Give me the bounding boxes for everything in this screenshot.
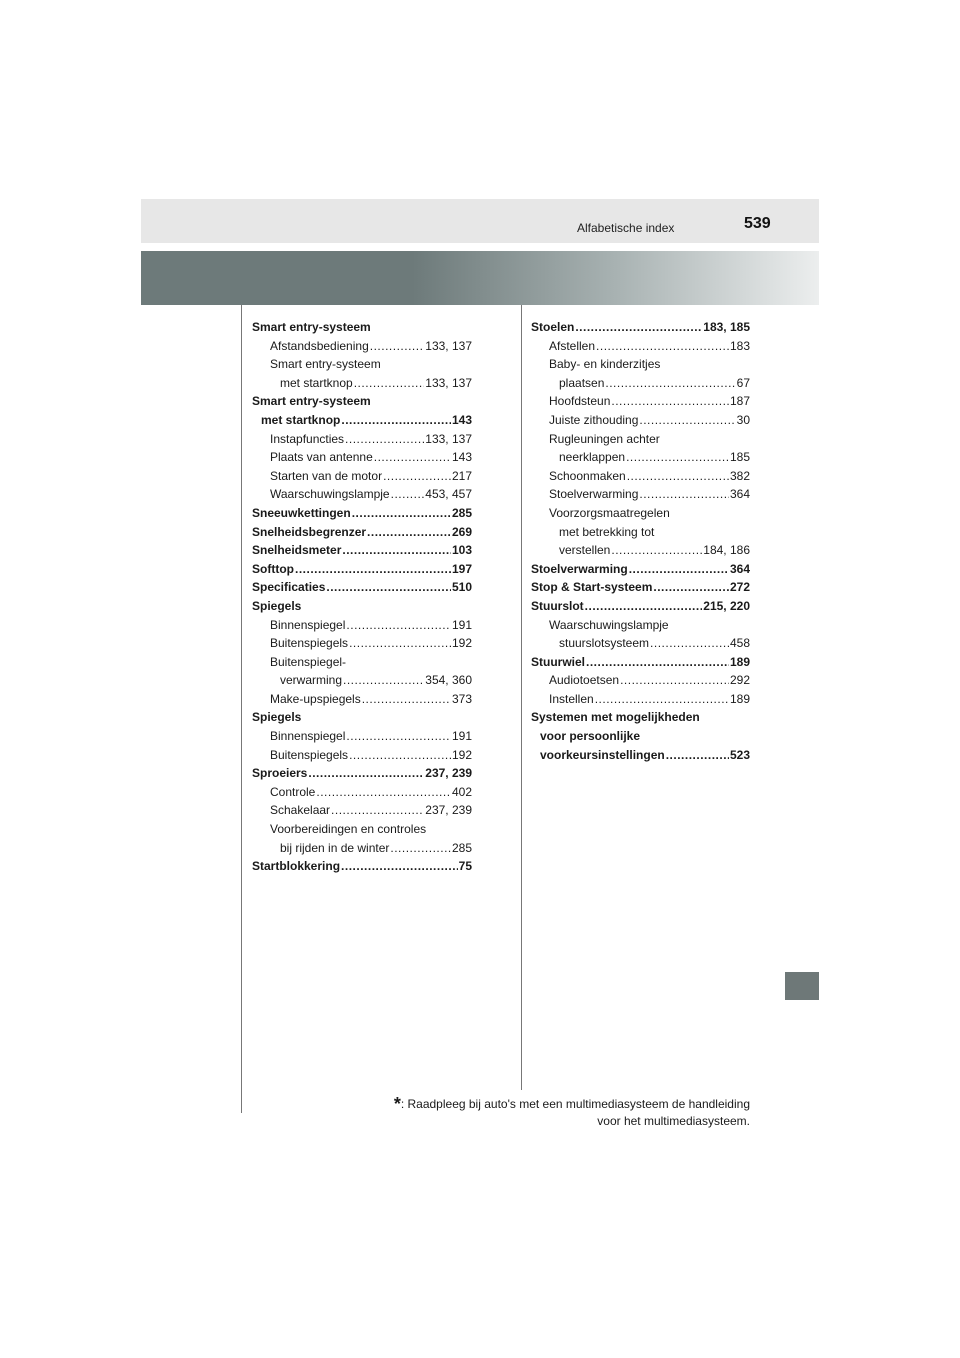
index-entry (252, 504, 472, 523)
index-entry (252, 783, 472, 802)
index-entry-text: Snelheidsmeter (252, 543, 342, 558)
index-entry-pages: 285 (451, 840, 472, 855)
index-entry (252, 597, 472, 616)
dot-leader (346, 727, 451, 746)
index-entry (252, 857, 472, 876)
index-entry-text: Juiste zithouding (549, 412, 639, 427)
dot-leader (383, 467, 451, 486)
dot-leader (639, 485, 729, 504)
index-entry-pages: 402 (451, 784, 472, 799)
index-entry-text: Specificaties (252, 580, 326, 595)
page-number: 539 (744, 215, 771, 232)
index-entry-pages: 189 (729, 691, 750, 706)
index-entry-text: Instellen (549, 691, 594, 706)
index-entry-pages: 354, 360 (425, 673, 472, 688)
column-divider (521, 305, 522, 1090)
index-entry-text: Voorzorgsmaatregelen (549, 505, 670, 520)
index-entry-text: Softtop (252, 561, 294, 576)
index-entry-text: Rugleuningen achter (549, 431, 660, 446)
dot-leader (367, 523, 451, 542)
index-entry (252, 448, 472, 467)
dot-leader (653, 578, 729, 597)
index-entry (531, 318, 750, 337)
index-entry (531, 578, 750, 597)
dot-leader (605, 374, 735, 393)
index-entry-text: met startknop (280, 375, 353, 390)
index-entry-text: Stoelverwarming (531, 561, 628, 576)
footnote-text-1: : Raadpleeg bij auto's met een multimediasysteem de handleiding (400, 1097, 750, 1111)
index-entry (252, 801, 472, 820)
index-entry (531, 411, 750, 430)
dot-leader (629, 560, 729, 579)
index-entry-text: Sproeiers (252, 766, 308, 781)
index-entry-text: Plaats van antenne (270, 450, 373, 465)
index-entry (252, 392, 472, 411)
index-entry-pages: 364 (729, 487, 750, 502)
index-entry-pages: 272 (729, 580, 750, 595)
dot-leader (370, 337, 425, 356)
index-entry-text: neerklappen (559, 450, 626, 465)
dot-leader (349, 746, 451, 765)
index-entry (531, 746, 750, 765)
dot-leader (611, 392, 729, 411)
index-entry (531, 541, 750, 560)
section-title: Alfabetische index (577, 221, 675, 235)
index-entry-text: Systemen met mogelijkheden (531, 710, 700, 725)
index-entry-text: Starten van de motor (270, 468, 383, 483)
dot-leader (342, 541, 451, 560)
index-entry-text: Afstandsbediening (270, 338, 369, 353)
chapter-banner (141, 251, 819, 305)
index-entry (252, 430, 472, 449)
index-entry-text: Sneeuwkettingen (252, 505, 351, 520)
index-entry (252, 485, 472, 504)
index-entry-text: Voorbereidingen en controles (270, 822, 427, 837)
dot-leader (639, 411, 735, 430)
index-entry-text: Controle (270, 784, 316, 799)
index-entry-text: plaatsen (559, 375, 605, 390)
index-entry (531, 634, 750, 653)
index-entry (252, 578, 472, 597)
index-entry-text: Afstellen (549, 338, 596, 353)
index-entry-text: Make-upspiegels (270, 691, 361, 706)
index-entry (531, 337, 750, 356)
index-entry (252, 523, 472, 542)
index-entry (252, 560, 472, 579)
index-entry-text: Binnenspiegel (270, 617, 346, 632)
index-entry (252, 671, 472, 690)
dot-leader (390, 839, 451, 858)
left-divider (241, 305, 242, 1113)
index-entry-text: Stuurslot (531, 598, 584, 613)
index-entry-text: Binnenspiegel (270, 729, 346, 744)
index-entry-text: met betrekking tot (559, 524, 655, 539)
header-band (141, 199, 819, 243)
index-entry (252, 820, 472, 839)
index-entry (252, 764, 472, 783)
index-entry-pages: 133, 137 (425, 375, 472, 390)
index-entry-pages: 191 (451, 729, 472, 744)
index-entry (531, 374, 750, 393)
index-entry-text: Spiegels (252, 710, 302, 725)
dot-leader (341, 411, 451, 430)
index-column-left (252, 318, 472, 876)
index-entry-text: Stop & Start-systeem (531, 580, 653, 595)
index-entry (531, 671, 750, 690)
index-entry-pages: 183, 185 (703, 320, 750, 334)
index-entry-text: Buitenspiegel- (270, 654, 347, 669)
index-entry-text: met startknop (261, 412, 341, 427)
dot-leader (620, 671, 729, 690)
footnote (330, 1096, 750, 1130)
index-entry-text: Stuurwiel (531, 654, 586, 669)
index-entry (531, 467, 750, 486)
index-entry-text: Baby- en kinderzitjes (549, 357, 661, 372)
index-entry-pages: 237, 239 (425, 766, 472, 781)
index-entry-pages: 185 (729, 450, 750, 465)
index-entry (252, 318, 472, 337)
index-entry (531, 690, 750, 709)
index-entry (252, 374, 472, 393)
index-entry-pages: 184, 186 (703, 543, 750, 558)
dot-leader (343, 671, 424, 690)
dot-leader (626, 448, 729, 467)
index-entry-pages: 183 (729, 338, 750, 353)
index-entry (252, 708, 472, 727)
index-entry-text: voorkeursinstellingen (540, 747, 665, 762)
index-entry-pages: 364 (729, 561, 750, 576)
index-entry-pages: 143 (451, 412, 472, 427)
index-entry-pages: 215, 220 (703, 598, 750, 613)
index-entry-pages: 30 (736, 412, 750, 427)
index-entry (531, 448, 750, 467)
index-entry (252, 411, 472, 430)
footnote-marker: * (393, 1094, 401, 1114)
index-entry (252, 541, 472, 560)
index-column-right (531, 318, 750, 764)
index-entry-text: bij rijden in de winter (280, 840, 390, 855)
index-entry-pages: 292 (729, 673, 750, 688)
index-entry (531, 355, 750, 374)
index-entry (531, 430, 750, 449)
index-entry-pages: 285 (451, 505, 472, 520)
index-entry (531, 523, 750, 542)
index-entry-text: Smart entry-systeem (252, 394, 371, 409)
index-entry-text: Waarschuwingslampje (549, 617, 669, 632)
index-entry-pages: 67 (736, 375, 750, 390)
index-entry-text: Stoelverwarming (549, 487, 639, 502)
index-entry (252, 653, 472, 672)
index-entry-text: Startblokkering (252, 859, 341, 874)
index-entry-text: verstellen (559, 543, 611, 558)
dot-leader (326, 578, 451, 597)
index-entry-pages: 75 (458, 859, 472, 874)
index-entry (531, 560, 750, 579)
footnote-line-1 (330, 1096, 750, 1113)
index-entry-pages: 458 (729, 636, 750, 651)
index-entry (531, 653, 750, 672)
index-entry-pages: 133, 137 (425, 431, 472, 446)
index-entry (252, 467, 472, 486)
chapter-tab (785, 972, 819, 1000)
dot-leader (391, 485, 425, 504)
dot-leader (595, 690, 729, 709)
index-entry-pages: 510 (451, 580, 472, 595)
dot-leader (345, 430, 424, 449)
index-entry-pages: 269 (451, 524, 472, 539)
index-entry (252, 355, 472, 374)
index-entry (531, 616, 750, 635)
index-entry-pages: 191 (451, 617, 472, 632)
index-entry (252, 746, 472, 765)
index-entry-pages: 133, 137 (425, 338, 472, 353)
index-entry-pages: 373 (451, 691, 472, 706)
index-entry (252, 616, 472, 635)
footnote-line-2: voor het multimediasysteem. (597, 1114, 750, 1128)
index-entry-pages: 192 (451, 747, 472, 762)
index-entry-pages: 382 (729, 468, 750, 483)
index-entry-text: Hoofdsteun (549, 394, 611, 409)
index-entry-pages: 143 (451, 450, 472, 465)
index-entry-pages: 523 (729, 747, 750, 762)
index-entry-text: verwarming (280, 673, 343, 688)
dot-leader (349, 634, 451, 653)
index-entry (531, 504, 750, 523)
dot-leader (352, 504, 451, 523)
index-entry-pages: 103 (451, 543, 472, 558)
index-entry-text: Buitenspiegels (270, 747, 349, 762)
index-entry (252, 727, 472, 746)
index-entry-text: Stoelen (531, 320, 575, 334)
dot-leader (650, 634, 729, 653)
dot-leader (666, 746, 729, 765)
index-entry (531, 392, 750, 411)
index-entry-pages: 187 (729, 394, 750, 409)
index-entry-pages: 453, 457 (425, 487, 472, 502)
index-entry (252, 634, 472, 653)
dot-leader (627, 467, 729, 486)
dot-leader (585, 597, 703, 616)
dot-leader (354, 374, 425, 393)
index-entry (531, 727, 750, 746)
index-entry-text: Waarschuwingslampje (270, 487, 390, 502)
index-entry (531, 597, 750, 616)
index-entry-text: Spiegels (252, 598, 302, 613)
index-entry-pages: 197 (451, 561, 472, 576)
index-entry (252, 839, 472, 858)
index-entry-text: Schoonmaken (549, 468, 626, 483)
index-entry-text: Schakelaar (270, 803, 331, 818)
dot-leader (611, 541, 702, 560)
dot-leader (586, 653, 729, 672)
index-entry-pages: 192 (451, 636, 472, 651)
index-entry-text: Instapfuncties (270, 431, 345, 446)
dot-leader (362, 690, 451, 709)
index-entry-pages: 217 (451, 468, 472, 483)
dot-leader (316, 783, 451, 802)
dot-leader (374, 448, 451, 467)
dot-leader (596, 337, 729, 356)
index-entry-text: Snelheidsbegrenzer (252, 524, 367, 539)
dot-leader (341, 857, 458, 876)
dot-leader (346, 616, 451, 635)
index-entry-text: Smart entry-systeem (252, 320, 371, 334)
dot-leader (575, 318, 702, 337)
dot-leader (331, 801, 424, 820)
index-entry (252, 337, 472, 356)
index-entry-text: stuurslotsysteem (559, 636, 650, 651)
index-entry-text: voor persoonlijke (540, 729, 641, 744)
index-entry (531, 485, 750, 504)
index-entry-pages: 237, 239 (425, 803, 472, 818)
index-entry (252, 690, 472, 709)
index-entry (531, 708, 750, 727)
index-entry-pages: 189 (729, 654, 750, 669)
index-entry-text: Smart entry-systeem (270, 357, 381, 372)
index-entry-text: Buitenspiegels (270, 636, 349, 651)
index-entry-text: Audiotoetsen (549, 673, 620, 688)
dot-leader (295, 560, 451, 579)
dot-leader (308, 764, 424, 783)
